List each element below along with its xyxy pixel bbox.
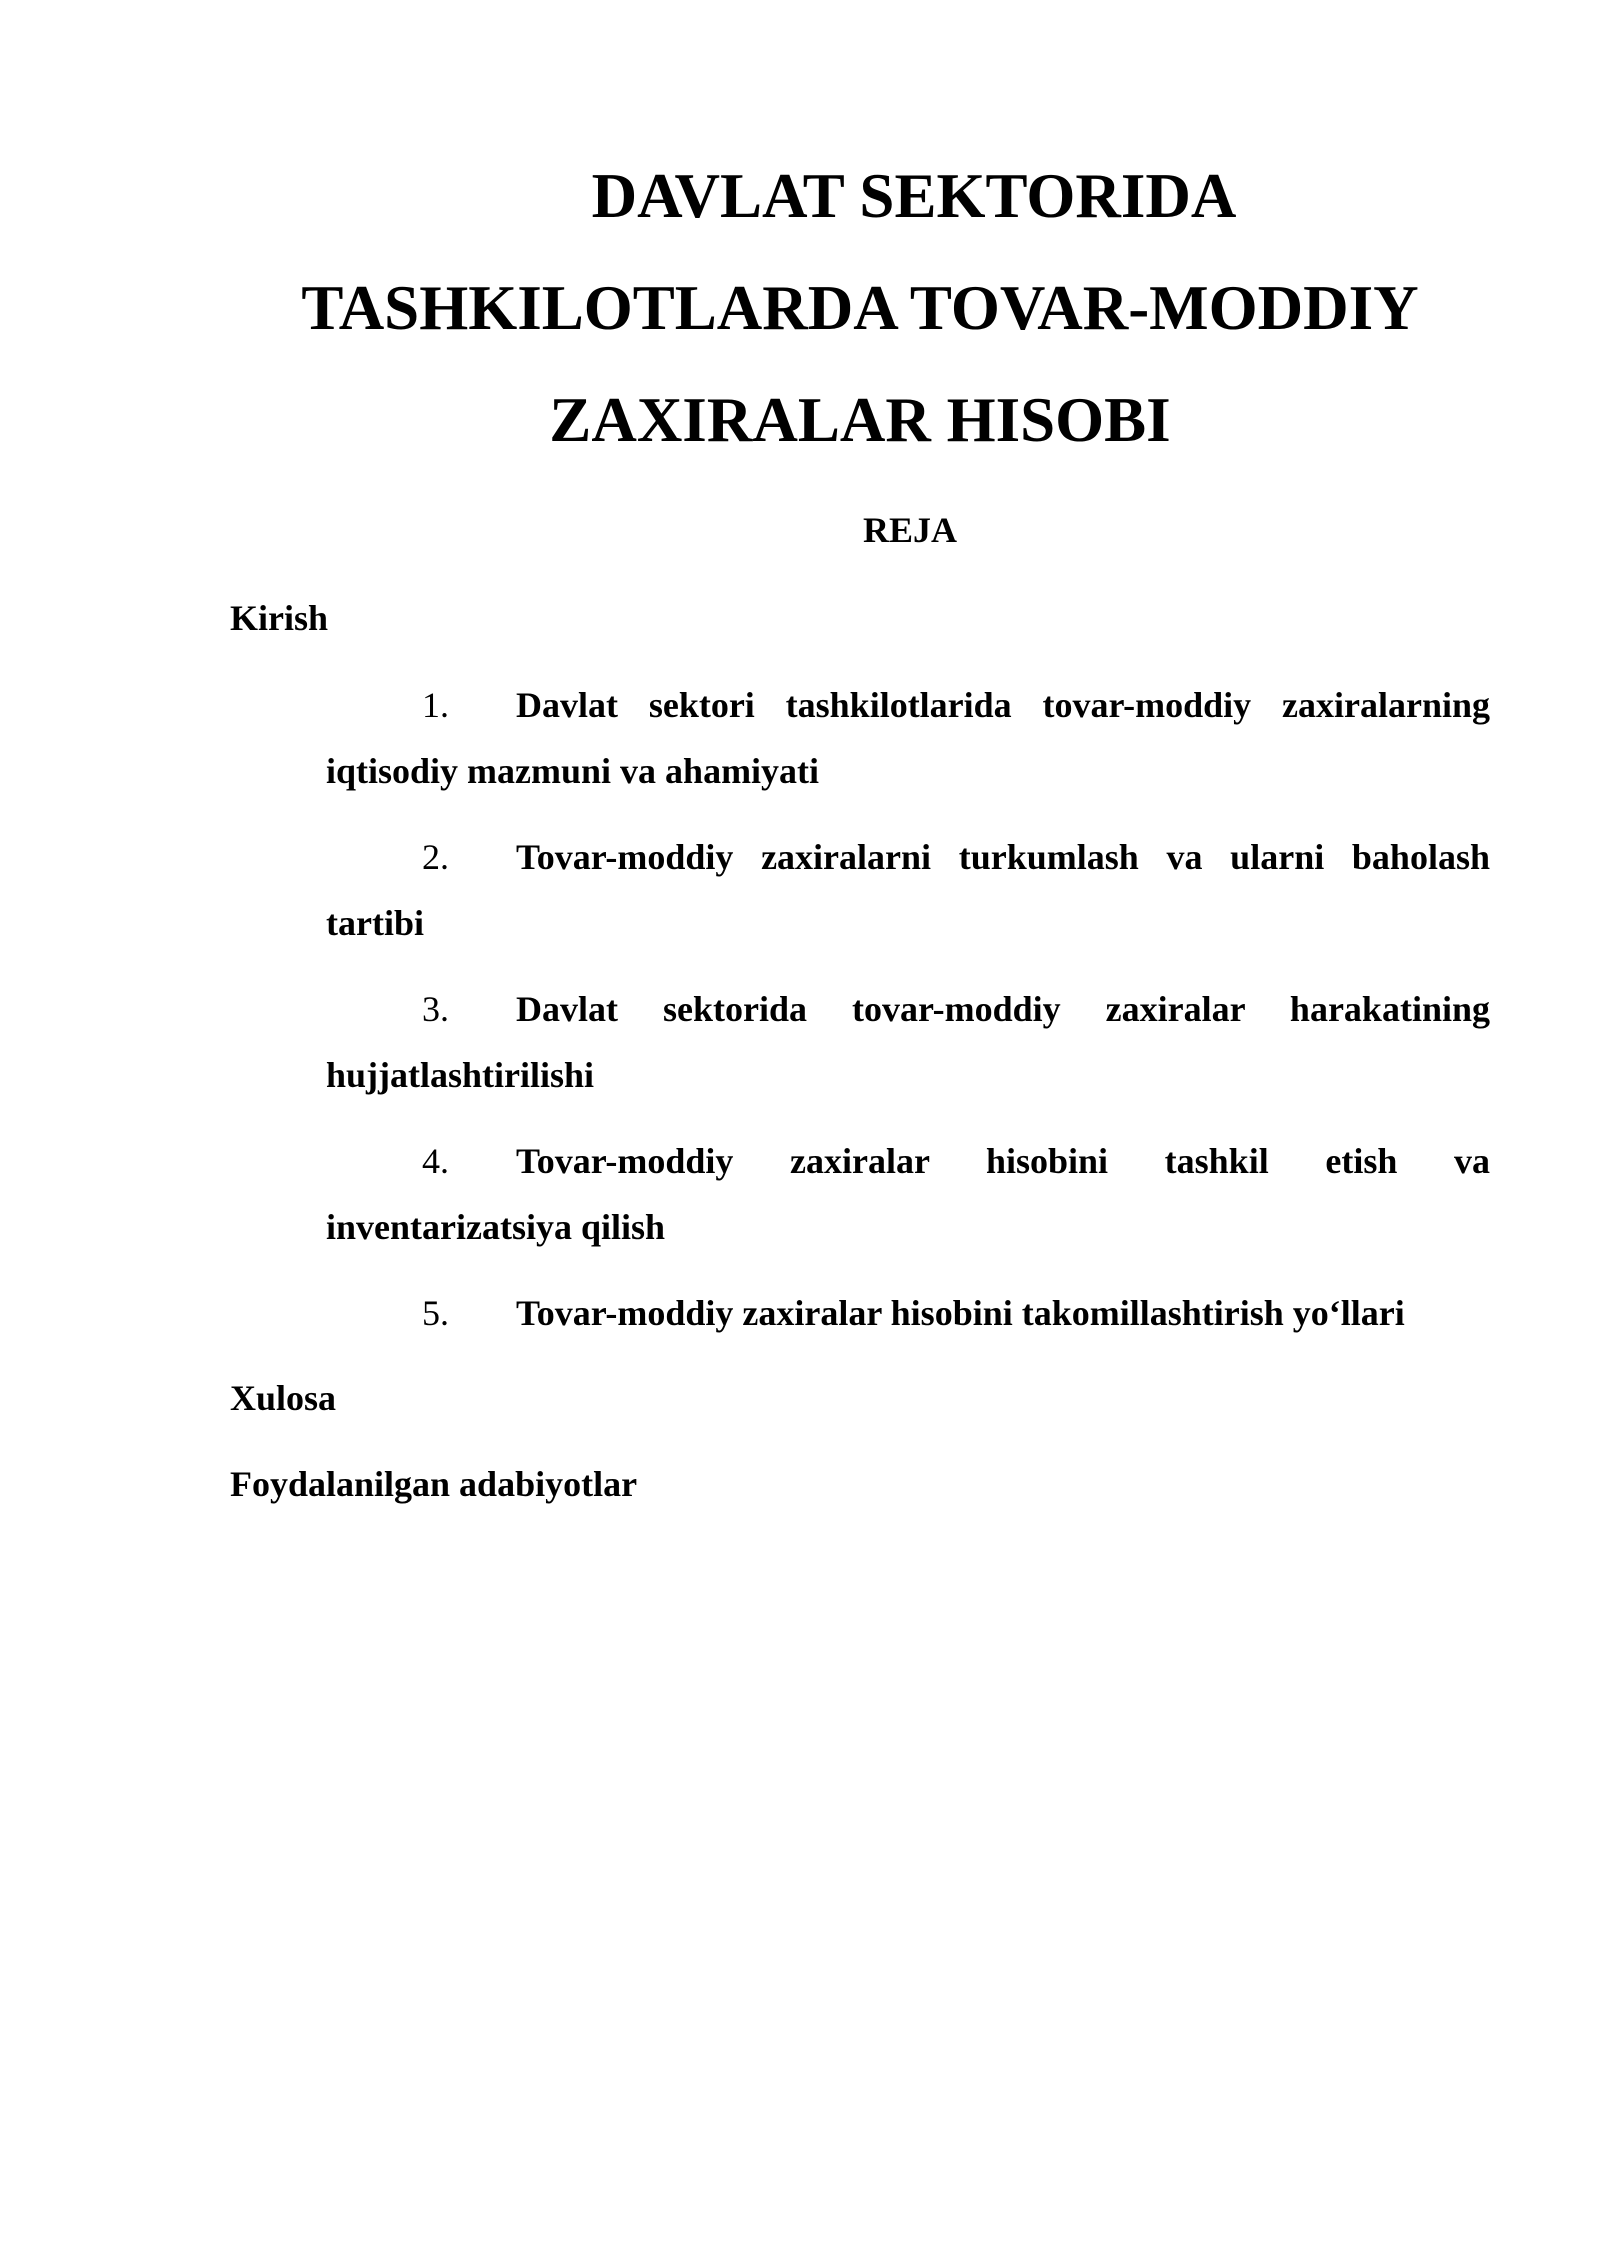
plan-heading: REJA — [862, 510, 957, 550]
plan-item-text: Tovar-moddiy zaxiralar hisobini takomillashtirish yo‘llari — [516, 1293, 1405, 1333]
title-line-1: DAVLAT SEKTORIDA — [591, 161, 1237, 231]
plan-item-number: 4. — [422, 1141, 449, 1181]
plan-item-continuation: inventarizatsiya qilish — [326, 1207, 666, 1247]
plan-item-4 — [326, 1128, 1490, 1260]
plan-item-continuation: iqtisodiy mazmuni va ahamiyati — [326, 751, 820, 791]
plan-item-5 — [326, 1280, 1490, 1346]
plan-item-text: Davlat sektorida tovar-moddiy zaxiralar harakatining — [516, 989, 1490, 1029]
plan-item-2 — [326, 824, 1490, 956]
document-title — [230, 140, 1490, 476]
plan-item-text: Tovar-moddiy zaxiralar hisobini tashkil etish va — [516, 1141, 1490, 1181]
plan-item-continuation: tartibi — [326, 903, 424, 943]
plan-item-number: 3. — [422, 989, 449, 1029]
references-entry: Foydalanilgan adabiyotlar — [230, 1464, 638, 1504]
intro-entry: Kirish — [230, 598, 329, 638]
plan-item-1 — [326, 672, 1490, 804]
plan-item-3 — [326, 976, 1490, 1108]
conclusion-entry: Xulosa — [230, 1378, 337, 1418]
plan-item-number: 2. — [422, 837, 449, 877]
plan-item-continuation: hujjatlashtirilishi — [326, 1055, 595, 1095]
title-line-3: ZAXIRALAR HISOBI — [549, 385, 1171, 455]
plan-item-text: Tovar-moddiy zaxiralarni turkumlash va ularni baholash — [516, 837, 1490, 877]
plan-item-text: Davlat sektori tashkilotlarida tovar-moddiy zaxiralarning — [516, 685, 1490, 725]
title-line-2: TASHKILOTLARDA TOVAR-MODDIY — [301, 273, 1419, 343]
plan-item-number: 5. — [422, 1293, 449, 1333]
plan-item-number: 1. — [422, 685, 449, 725]
